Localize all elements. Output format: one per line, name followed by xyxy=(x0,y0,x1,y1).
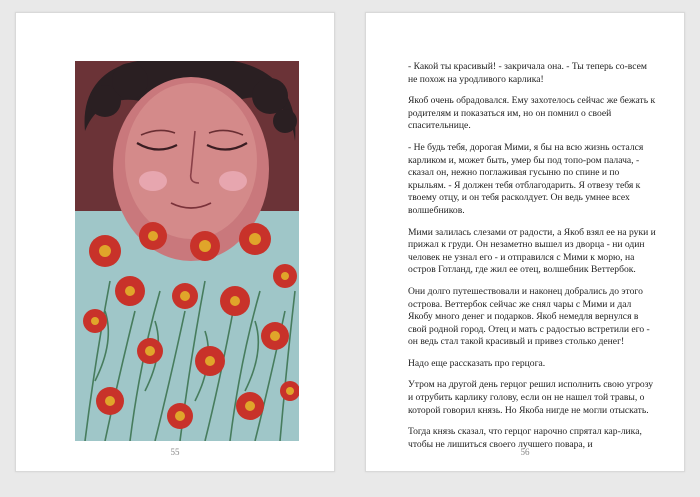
page-number: 55 xyxy=(170,447,180,457)
paragraph: Утром на другой день герцог решил исполнить свою угрозу и отрубить карлику голову, если он не нашел той травы, о которой говорил князь. Но Якоба нигде не могли отыскать. xyxy=(408,379,654,416)
story-text xyxy=(408,61,656,460)
paragraph: Тогда князь сказал, что герцог нарочно спрятал кар-лика, чтобы не лишиться своего лучшего повара, и xyxy=(408,426,642,450)
paragraph: Они долго путешествовали и наконец добрались до этого острова. Веттербок сейчас же снял чары с Мими и дал Якобу много денег и подарков. Якоб немедля вернулся в свой родной город. Отец и мать с радостью встретили его - он ведь стал такой красивый и привез столько денег! xyxy=(408,285,650,348)
paragraph: Якоб очень обрадовался. Ему захотелось сейчас же бежать к родителям и показаться им, но он помнил о своей спасительнице. xyxy=(408,95,656,132)
paragraph: Надо еще рассказать про герцога. xyxy=(408,357,546,369)
illustration-svg xyxy=(75,61,299,441)
left-page xyxy=(15,12,335,472)
paragraph: Мими залилась слезами от радости, а Якоб взял ее на руки и прижал к груди. Он незаметно вышел из дворца - ни один человек не узнал его - и отправился с Мими к морю, на остров Готланд, где жил ее отец, волшебник Веттербок. xyxy=(408,226,656,276)
paragraph: - Какой ты красивый! - закричала она. - Ты теперь со-всем не похож на уродливого карлика! xyxy=(408,61,647,85)
portrait-with-flowers-illustration xyxy=(75,61,299,441)
paragraph: - Не будь тебя, дорогая Мими, я бы на всю жизнь остался карликом и, может быть, умер бы под топо-ром палача, - сказал он, нежно поглаживая гусыню по спине и по крыльям. - Я должен тебя отблагодарить. Я отвезу тебя к твоему отцу, и он тебя расколдует. Он ведь умнее всех волшебников. xyxy=(408,141,644,216)
page-number: 56 xyxy=(520,447,530,457)
right-page xyxy=(365,12,685,472)
